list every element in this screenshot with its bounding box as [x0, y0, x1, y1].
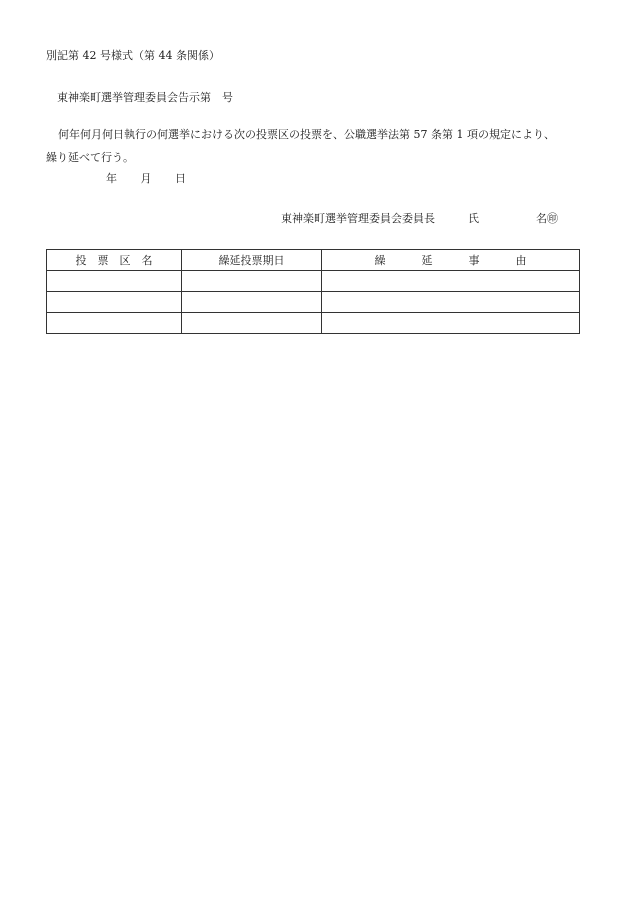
table-cell[interactable] [182, 313, 322, 334]
header-district-name: 投票区名 [47, 250, 182, 271]
signature-surname-label: 氏 [468, 212, 479, 225]
table-header-row [47, 250, 580, 271]
signature-name-seal: 名㊞ [536, 212, 558, 225]
notice-body-line-2: 繰り延べて行う。 [46, 151, 134, 164]
month-label: 月 [140, 172, 152, 185]
table-row [47, 292, 580, 313]
notice-body-line-1: 何年何月何日執行の何選挙における次の投票区の投票を、公職選挙法第 57 条第 1 項の規定により、 [58, 128, 555, 141]
table-cell[interactable] [322, 292, 580, 313]
table-cell[interactable] [47, 313, 182, 334]
year-label: 年 [106, 172, 117, 185]
deferred-voting-table [46, 249, 580, 334]
notice-number: 東神楽町選挙管理委員会告示第 号 [57, 91, 233, 104]
form-reference: 別記第 42 号様式（第 44 条関係） [46, 49, 220, 62]
table-row [47, 271, 580, 292]
day-label: 日 [175, 172, 186, 185]
table-cell[interactable] [47, 292, 182, 313]
signature-line [281, 212, 558, 226]
table-cell[interactable] [182, 271, 322, 292]
signature-title: 東神楽町選挙管理委員会委員長 [281, 212, 435, 225]
date-line [106, 172, 206, 186]
table-cell[interactable] [182, 292, 322, 313]
header-deferral-reason: 繰延事由 [322, 250, 580, 271]
table-cell[interactable] [322, 313, 580, 334]
table-cell[interactable] [47, 271, 182, 292]
header-deferred-date: 繰延投票期日 [182, 250, 322, 271]
table-cell[interactable] [322, 271, 580, 292]
table-row [47, 313, 580, 334]
